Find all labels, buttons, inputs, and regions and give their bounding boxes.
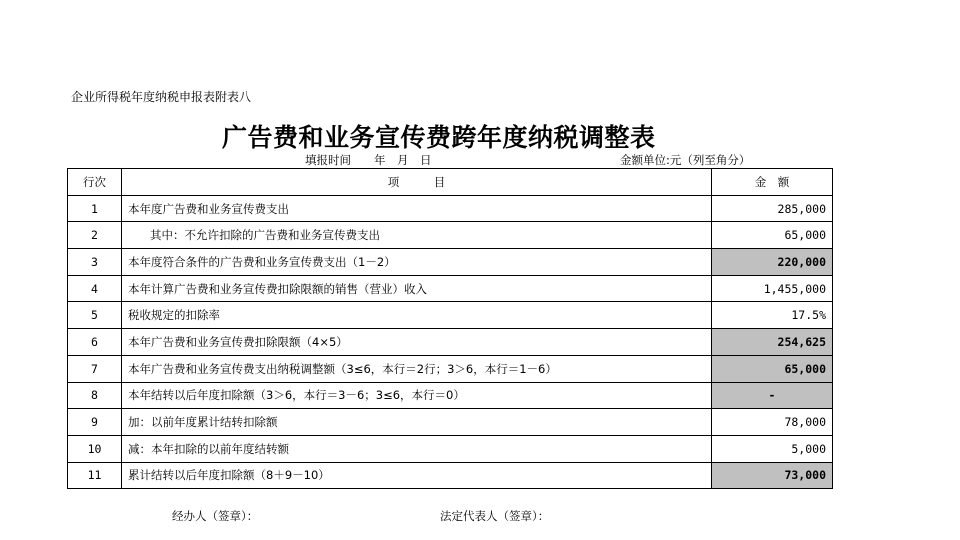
row-number-cell[interactable]: 5: [68, 302, 122, 329]
table-row: [68, 222, 833, 249]
column-header-item[interactable]: 项 目: [122, 169, 712, 196]
row-amount-cell[interactable]: 285,000: [712, 195, 833, 222]
row-amount-cell[interactable]: -: [712, 382, 833, 409]
table-row: [68, 382, 833, 409]
row-item-cell[interactable]: 本年广告费和业务宣传费支出纳税调整额（3≤6，本行＝2行；3＞6，本行＝1－6）: [122, 355, 712, 382]
table-row: [68, 195, 833, 222]
table-row: [68, 409, 833, 436]
row-item-cell[interactable]: 累计结转以后年度扣除额（8＋9－10）: [122, 462, 712, 489]
row-amount-cell[interactable]: 220,000: [712, 249, 833, 276]
table-row: [68, 249, 833, 276]
agent-signature-label: 经办人（签章）：: [172, 509, 259, 523]
row-amount-cell[interactable]: 5,000: [712, 435, 833, 462]
page-title: 广告费和业务宣传费跨年度纳税调整表: [222, 123, 656, 152]
row-number-cell[interactable]: 8: [68, 382, 122, 409]
table-row: [68, 435, 833, 462]
fill-date: 填报时间 年 月 日: [305, 153, 432, 167]
row-item-cell[interactable]: 本年度符合条件的广告费和业务宣传费支出（1－2）: [122, 249, 712, 276]
amount-unit: 金额单位:元（列至角分）: [620, 153, 751, 167]
row-amount-cell[interactable]: 78,000: [712, 409, 833, 436]
table-row: [68, 329, 833, 356]
row-item-cell[interactable]: 本年广告费和业务宣传费扣除限额（4×5）: [122, 329, 712, 356]
row-item-cell[interactable]: 本年结转以后年度扣除额（3＞6，本行＝3－6；3≤6，本行＝0）: [122, 382, 712, 409]
table-row: [68, 302, 833, 329]
row-amount-cell[interactable]: 65,000: [712, 222, 833, 249]
row-item-cell[interactable]: 其中：不允许扣除的广告费和业务宣传费支出: [122, 222, 712, 249]
column-header-no[interactable]: 行次: [68, 169, 122, 196]
row-number-cell[interactable]: 6: [68, 329, 122, 356]
row-amount-cell[interactable]: 65,000: [712, 355, 833, 382]
table-row: [68, 462, 833, 489]
row-item-cell[interactable]: 减：本年扣除的以前年度结转额: [122, 435, 712, 462]
row-item-cell[interactable]: 加：以前年度累计结转扣除额: [122, 409, 712, 436]
row-amount-cell[interactable]: 254,625: [712, 329, 833, 356]
row-item-cell[interactable]: 本年计算广告费和业务宣传费扣除限额的销售（营业）收入: [122, 275, 712, 302]
table-row: [68, 355, 833, 382]
row-number-cell[interactable]: 7: [68, 355, 122, 382]
row-number-cell[interactable]: 9: [68, 409, 122, 436]
row-item-cell[interactable]: 本年度广告费和业务宣传费支出: [122, 195, 712, 222]
table-row: [68, 275, 833, 302]
row-amount-cell[interactable]: 73,000: [712, 462, 833, 489]
row-number-cell[interactable]: 11: [68, 462, 122, 489]
row-number-cell[interactable]: 1: [68, 195, 122, 222]
row-amount-cell[interactable]: 17.5%: [712, 302, 833, 329]
adjustment-table: [67, 168, 833, 489]
row-amount-cell[interactable]: 1,455,000: [712, 275, 833, 302]
column-header-amount[interactable]: 金 额: [712, 169, 833, 196]
form-code: 企业所得税年度纳税申报表附表八: [71, 90, 252, 104]
row-item-cell[interactable]: 税收规定的扣除率: [122, 302, 712, 329]
table-header-row: [68, 169, 833, 196]
row-number-cell[interactable]: 3: [68, 249, 122, 276]
row-number-cell[interactable]: 10: [68, 435, 122, 462]
legal-rep-signature-label: 法定代表人（签章）：: [440, 509, 550, 523]
row-number-cell[interactable]: 4: [68, 275, 122, 302]
row-number-cell[interactable]: 2: [68, 222, 122, 249]
